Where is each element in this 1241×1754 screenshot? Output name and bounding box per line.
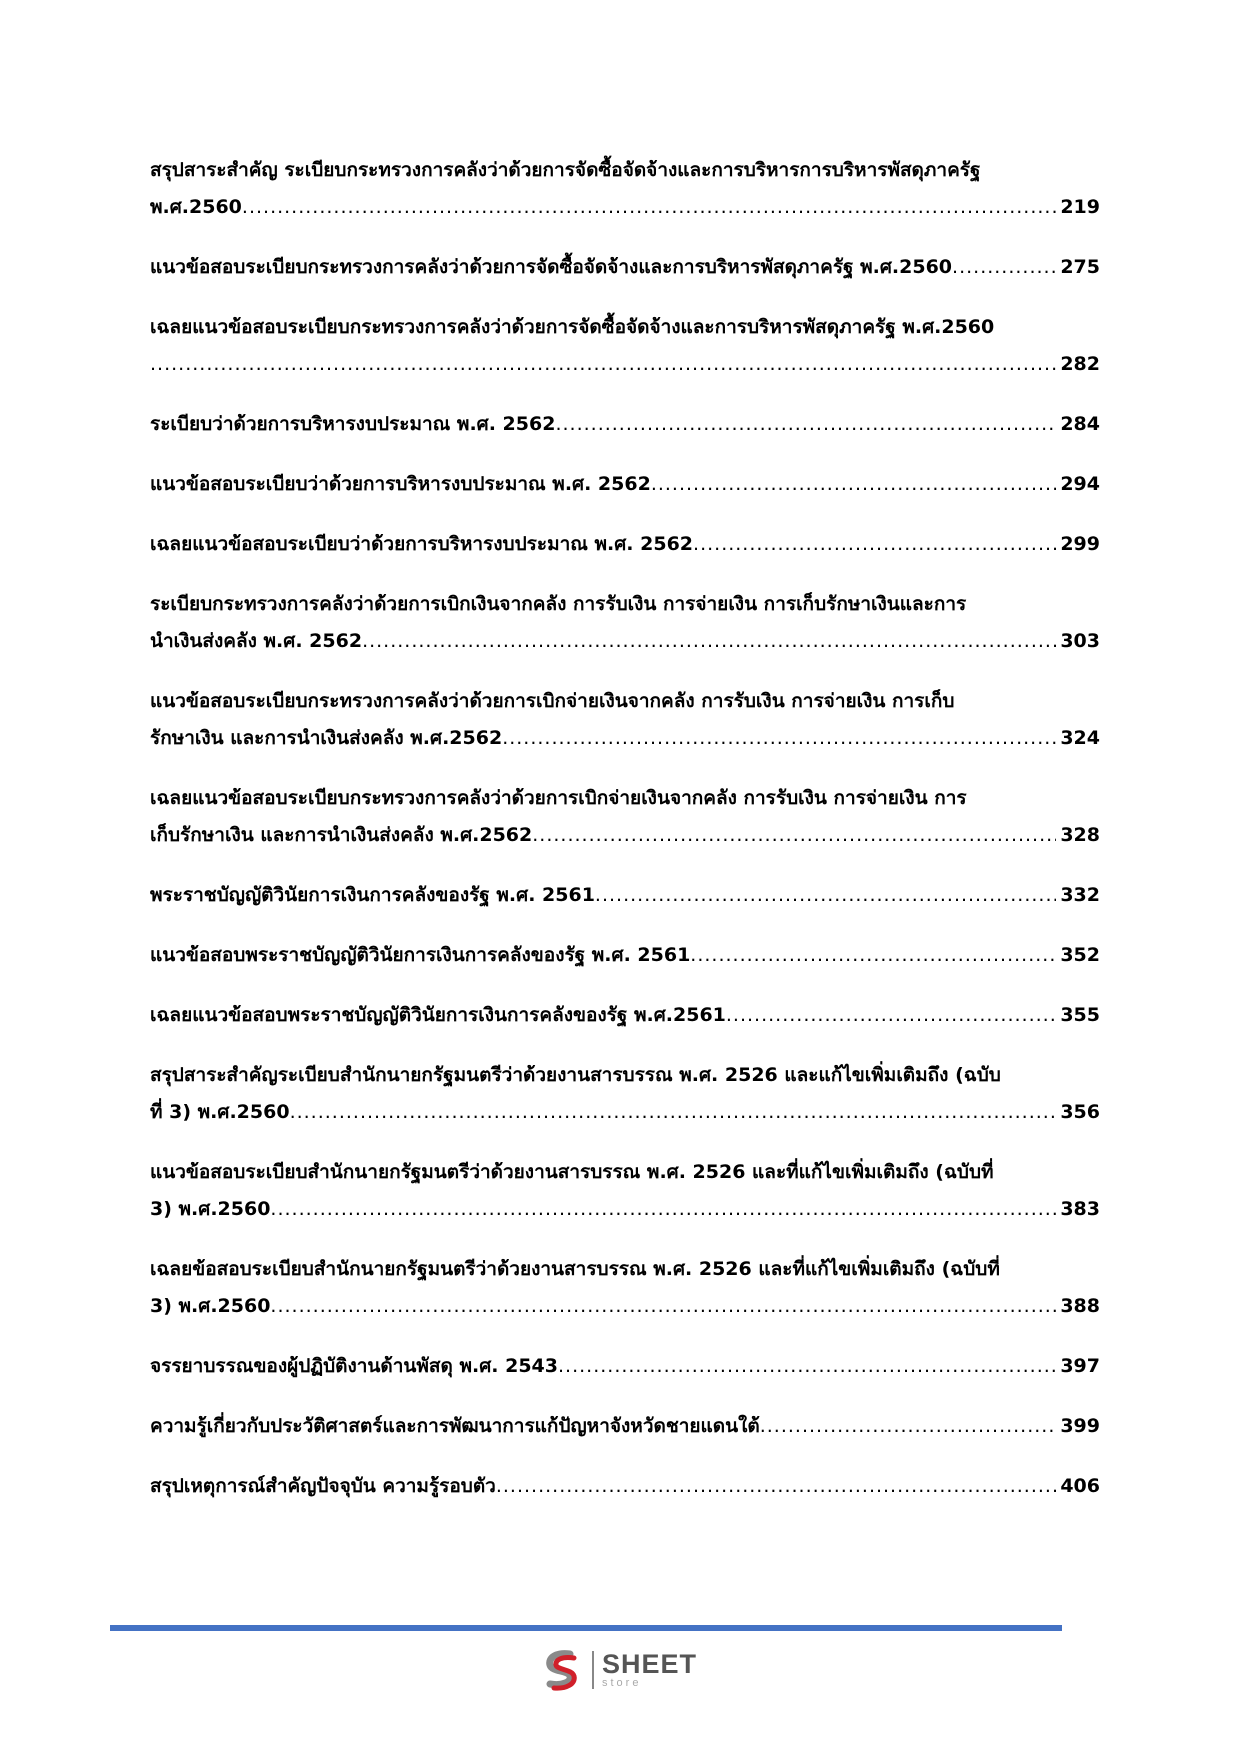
toc-page-number: 397 <box>1060 1355 1100 1377</box>
dot-leader <box>558 1348 1056 1385</box>
toc-page-number: 282 <box>1060 353 1100 375</box>
toc-entry[interactable] <box>150 937 1100 974</box>
toc-entry[interactable] <box>150 406 1100 443</box>
toc-page-number: 332 <box>1060 884 1100 906</box>
toc-page-number: 383 <box>1060 1198 1100 1220</box>
toc-entry-title-line: ความรู้เกี่ยวกับประวัติศาสตร์และการพัฒนาการแก้ปัญหาจังหวัดชายแดนใต้ <box>150 1415 760 1437</box>
toc-entry-title-line: สรุปเหตุการณ์สำคัญปัจจุบัน ความรู้รอบตัว <box>150 1475 496 1497</box>
toc-entry-title-line: รักษาเงิน และการนำเงินส่งคลัง พ.ศ.2562 <box>150 727 503 749</box>
dot-leader <box>362 623 1056 660</box>
footer-rule <box>110 1625 1062 1631</box>
toc-page-number: 388 <box>1060 1295 1100 1317</box>
dot-leader <box>270 1191 1056 1228</box>
dot-leader <box>693 526 1056 563</box>
dot-leader <box>952 249 1056 286</box>
toc-page-number: 219 <box>1060 196 1100 218</box>
footer-logo <box>540 1648 697 1692</box>
toc-page-number: 355 <box>1060 1004 1100 1026</box>
toc-page-number: 299 <box>1060 533 1100 555</box>
toc-entry-title-line: ระเบียบว่าด้วยการบริหารงบประมาณ พ.ศ. 2562 <box>150 413 556 435</box>
toc-entry-title-line: สรุปสาระสำคัญระเบียบสำนักนายกรัฐมนตรีว่าด้วยงานสารบรรณ พ.ศ. 2526 และแก้ไขเพิ่มเติมถึง (ฉบับ <box>150 1064 1001 1086</box>
toc-entry[interactable] <box>150 997 1100 1034</box>
dot-leader <box>290 1094 1057 1131</box>
toc-entry-title-line: สรุปสาระสำคัญ ระเบียบกระทรวงการคลังว่าด้วยการจัดซื้อจัดจ้างและการบริหารการบริหารพัสดุภาครัฐ <box>150 159 981 181</box>
toc-entry[interactable] <box>150 780 1100 854</box>
dot-leader <box>651 466 1057 503</box>
toc-page-number: 284 <box>1060 413 1100 435</box>
toc-entry-title-line: ที่ 3) พ.ศ.2560 <box>150 1101 290 1123</box>
toc-entry-title-line: แนวข้อสอบระเบียบสำนักนายกรัฐมนตรีว่าด้วยงานสารบรรณ พ.ศ. 2526 และที่แก้ไขเพิ่มเติมถึง (ฉบับที่ <box>150 1161 994 1183</box>
toc-entry-title-line: แนวข้อสอบระเบียบกระทรวงการคลังว่าด้วยการเบิกจ่ายเงินจากคลัง การรับเงิน การจ่ายเงิน การเก็บ <box>150 690 955 712</box>
toc-page-number: 399 <box>1060 1415 1100 1437</box>
logo-separator <box>592 1651 594 1689</box>
toc-entry[interactable] <box>150 586 1100 660</box>
toc-entry[interactable] <box>150 1408 1100 1445</box>
dot-leader <box>532 817 1056 854</box>
toc-entry-title-line: เฉลยแนวข้อสอบพระราชบัญญัติวินัยการเงินการคลังของรัฐ พ.ศ.2561 <box>150 1004 726 1026</box>
toc-page-number: 406 <box>1060 1475 1100 1497</box>
dot-leader <box>496 1468 1056 1505</box>
toc-entry-title-line: จรรยาบรรณของผู้ปฏิบัติงานด้านพัสดุ พ.ศ. 2543 <box>150 1355 558 1377</box>
toc-page-number: 328 <box>1060 824 1100 846</box>
dot-leader <box>150 346 1056 383</box>
toc-entry[interactable] <box>150 466 1100 503</box>
toc-entry-title-line: เฉลยแนวข้อสอบระเบียบกระทรวงการคลังว่าด้วยการเบิกจ่ายเงินจากคลัง การรับเงิน การจ่ายเงิน การ <box>150 787 967 809</box>
toc-entry-title-line: เฉลยข้อสอบระเบียบสำนักนายกรัฐมนตรีว่าด้วยงานสารบรรณ พ.ศ. 2526 และที่แก้ไขเพิ่มเติมถึง (ฉบับที่ <box>150 1258 1000 1280</box>
dot-leader <box>270 1288 1056 1325</box>
toc-entry-title-line: 3) พ.ศ.2560 <box>150 1198 271 1220</box>
toc-entry[interactable] <box>150 249 1100 286</box>
dot-leader <box>555 406 1056 443</box>
toc-entry-title-line: แนวข้อสอบระเบียบกระทรวงการคลังว่าด้วยการจัดซื้อจัดจ้างและการบริหารพัสดุภาครัฐ พ.ศ.2560 <box>150 256 953 278</box>
dot-leader <box>502 720 1056 757</box>
sheet-store-logo-icon <box>540 1648 584 1692</box>
toc-entry-title-line: แนวข้อสอบพระราชบัญญัติวินัยการเงินการคลังของรัฐ พ.ศ. 2561 <box>150 944 691 966</box>
toc-entry-title-line: พระราชบัญญัติวินัยการเงินการคลังของรัฐ พ.ศ. 2561 <box>150 884 595 906</box>
toc-page-number: 294 <box>1060 473 1100 495</box>
toc-page-number: 356 <box>1060 1101 1100 1123</box>
dot-leader <box>760 1408 1057 1445</box>
toc-entry-title-line: แนวข้อสอบระเบียบว่าด้วยการบริหารงบประมาณ พ.ศ. 2562 <box>150 473 651 495</box>
toc-page-number: 324 <box>1060 727 1100 749</box>
toc-entry[interactable] <box>150 877 1100 914</box>
toc-entry[interactable] <box>150 1468 1100 1505</box>
toc-entry-title-line: เฉลยแนวข้อสอบระเบียบว่าด้วยการบริหารงบประมาณ พ.ศ. 2562 <box>150 533 694 555</box>
toc-entry-title-line: นำเงินส่งคลัง พ.ศ. 2562 <box>150 630 363 652</box>
toc-entry-title-line: ระเบียบกระทรวงการคลังว่าด้วยการเบิกเงินจากคลัง การรับเงิน การจ่ายเงิน การเก็บรักษาเงินและการ <box>150 593 967 615</box>
table-of-contents <box>150 152 1100 1528</box>
dot-leader <box>242 189 1056 226</box>
toc-entry-title-line: พ.ศ.2560 <box>150 196 242 218</box>
toc-page-number: 275 <box>1060 256 1100 278</box>
dot-leader <box>595 877 1056 914</box>
toc-entry[interactable] <box>150 1348 1100 1385</box>
toc-page-number: 303 <box>1060 630 1100 652</box>
toc-entry[interactable] <box>150 1057 1100 1131</box>
logo-sub-text: store <box>602 1677 642 1689</box>
toc-entry-title-line: 3) พ.ศ.2560 <box>150 1295 271 1317</box>
dot-leader <box>690 937 1056 974</box>
toc-entry[interactable] <box>150 1251 1100 1325</box>
toc-entry-title-line: เฉลยแนวข้อสอบระเบียบกระทรวงการคลังว่าด้วยการจัดซื้อจัดจ้างและการบริหารพัสดุภาครัฐ พ.ศ.2560 <box>150 316 995 338</box>
toc-entry[interactable] <box>150 683 1100 757</box>
toc-entry[interactable] <box>150 1154 1100 1228</box>
logo-brand-text: SHEET <box>602 1649 698 1679</box>
dot-leader <box>726 997 1056 1034</box>
toc-entry[interactable] <box>150 152 1100 226</box>
toc-entry[interactable] <box>150 309 1100 383</box>
toc-page-number: 352 <box>1060 944 1100 966</box>
toc-entry[interactable] <box>150 526 1100 563</box>
toc-entry-title-line: เก็บรักษาเงิน และการนำเงินส่งคลัง พ.ศ.2562 <box>150 824 533 846</box>
